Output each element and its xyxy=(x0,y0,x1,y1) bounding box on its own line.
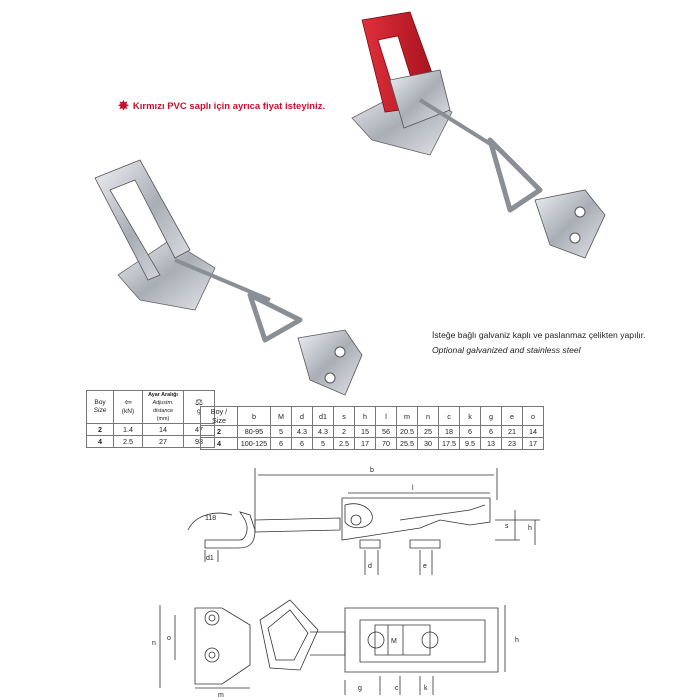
header-cell: d xyxy=(292,407,313,426)
dim-label-k: k xyxy=(424,685,428,692)
size-header-tr: Boy xyxy=(94,399,106,406)
cell: 2 xyxy=(87,424,114,436)
dim-label-M: M xyxy=(391,638,397,645)
cell: 2 xyxy=(201,426,238,438)
cell: 80-95 xyxy=(238,426,271,438)
cell: 17.5 xyxy=(439,438,460,450)
cell: 17 xyxy=(355,438,376,450)
cell: 14 xyxy=(523,426,544,438)
header-cell: s xyxy=(334,407,355,426)
dim-label-h-top: h xyxy=(528,525,532,532)
material-note-en: Optional galvanized and stainless steel xyxy=(432,345,581,355)
cell: 56 xyxy=(376,426,397,438)
latch-photo-steel xyxy=(95,160,362,395)
cell: 5 xyxy=(313,438,334,450)
dim-label-o: o xyxy=(167,635,171,642)
cell: 2.5 xyxy=(114,436,143,448)
header-cell: o xyxy=(523,407,544,426)
load-table xyxy=(86,390,215,448)
table-row xyxy=(201,426,544,438)
force-unit: (kN) xyxy=(121,408,135,415)
dim-label-d1: d1 xyxy=(206,555,214,562)
cell: 47 xyxy=(184,424,215,436)
header-cell: l xyxy=(376,407,397,426)
cell: 2 xyxy=(334,426,355,438)
dim-label-e: e xyxy=(423,563,427,570)
cell: 21 xyxy=(502,426,523,438)
cell: 1.4 xyxy=(114,424,143,436)
adjust-header-en1: Adjustm. xyxy=(152,400,174,406)
cell: 4 xyxy=(87,436,114,448)
dim-label-h-bottom: h xyxy=(515,637,519,644)
cell: 15 xyxy=(355,426,376,438)
cell: 6 xyxy=(481,426,502,438)
cell: 20.5 xyxy=(397,426,418,438)
header-cell: d1 xyxy=(313,407,334,426)
header-cell: m xyxy=(397,407,418,426)
star-icon: ✸ xyxy=(118,98,129,113)
cell: 4.3 xyxy=(313,426,334,438)
header-cell: e xyxy=(502,407,523,426)
force-arrow-icon: ⇦ xyxy=(124,397,132,407)
dim-label-s: s xyxy=(505,523,509,530)
weight-unit: g xyxy=(197,408,201,415)
cell: 4 xyxy=(201,438,238,450)
table-row xyxy=(87,424,215,436)
cell: 2.5 xyxy=(334,438,355,450)
header-cell: k xyxy=(460,407,481,426)
dimension-table xyxy=(200,406,544,450)
header-cell: h xyxy=(355,407,376,426)
pvc-price-note-text: Kırmızı PVC saplı için ayrıca fiyat isteyiniz. xyxy=(132,100,326,112)
dim-label-c: c xyxy=(395,685,399,692)
table-row xyxy=(201,438,544,450)
cell: 17 xyxy=(523,438,544,450)
header-cell: Boy / Size xyxy=(201,407,238,426)
header-cell: c xyxy=(439,407,460,426)
header-cell: n xyxy=(418,407,439,426)
cell: 25 xyxy=(418,426,439,438)
adjust-header-tr: Ayar Aralığı xyxy=(148,392,178,398)
dim-label-d: d xyxy=(368,563,372,570)
material-note-tr: İsteğe bağlı galvaniz kaplı ve paslanmaz çelikten yapılır. xyxy=(432,330,646,340)
cell: 23 xyxy=(502,438,523,450)
pvc-price-note xyxy=(118,98,325,114)
cell: 13 xyxy=(481,438,502,450)
cell: 30 xyxy=(418,438,439,450)
cell: 14 xyxy=(143,424,184,436)
cell: 9.5 xyxy=(460,438,481,450)
cell: 6 xyxy=(460,426,481,438)
cell: 4.3 xyxy=(292,426,313,438)
dim-label-g: g xyxy=(358,685,362,692)
cell: 27 xyxy=(143,436,184,448)
cell: 100-125 xyxy=(238,438,271,450)
header-cell: b xyxy=(238,407,271,426)
dim-label-n: n xyxy=(152,640,156,647)
cell: 93 xyxy=(184,436,215,448)
scale-icon: ⚖ xyxy=(194,397,204,407)
cell: 6 xyxy=(292,438,313,450)
dim-label-m: m xyxy=(218,692,224,699)
cell: 18 xyxy=(439,426,460,438)
table-row xyxy=(87,436,215,448)
dim-label-l: l xyxy=(412,485,414,492)
dim-label-angle: 118 xyxy=(205,515,217,522)
cell: 5 xyxy=(271,426,292,438)
size-header-en: Size xyxy=(93,407,107,414)
latch-photo-red-handle xyxy=(352,12,605,258)
adjust-header-en2: distance xyxy=(152,408,174,414)
cell: 25.5 xyxy=(397,438,418,450)
cell: 70 xyxy=(376,438,397,450)
adjust-unit: (mm) xyxy=(156,416,170,422)
header-cell: g xyxy=(481,407,502,426)
dim-label-b: b xyxy=(370,467,374,474)
cell: 6 xyxy=(271,438,292,450)
header-cell: M xyxy=(271,407,292,426)
